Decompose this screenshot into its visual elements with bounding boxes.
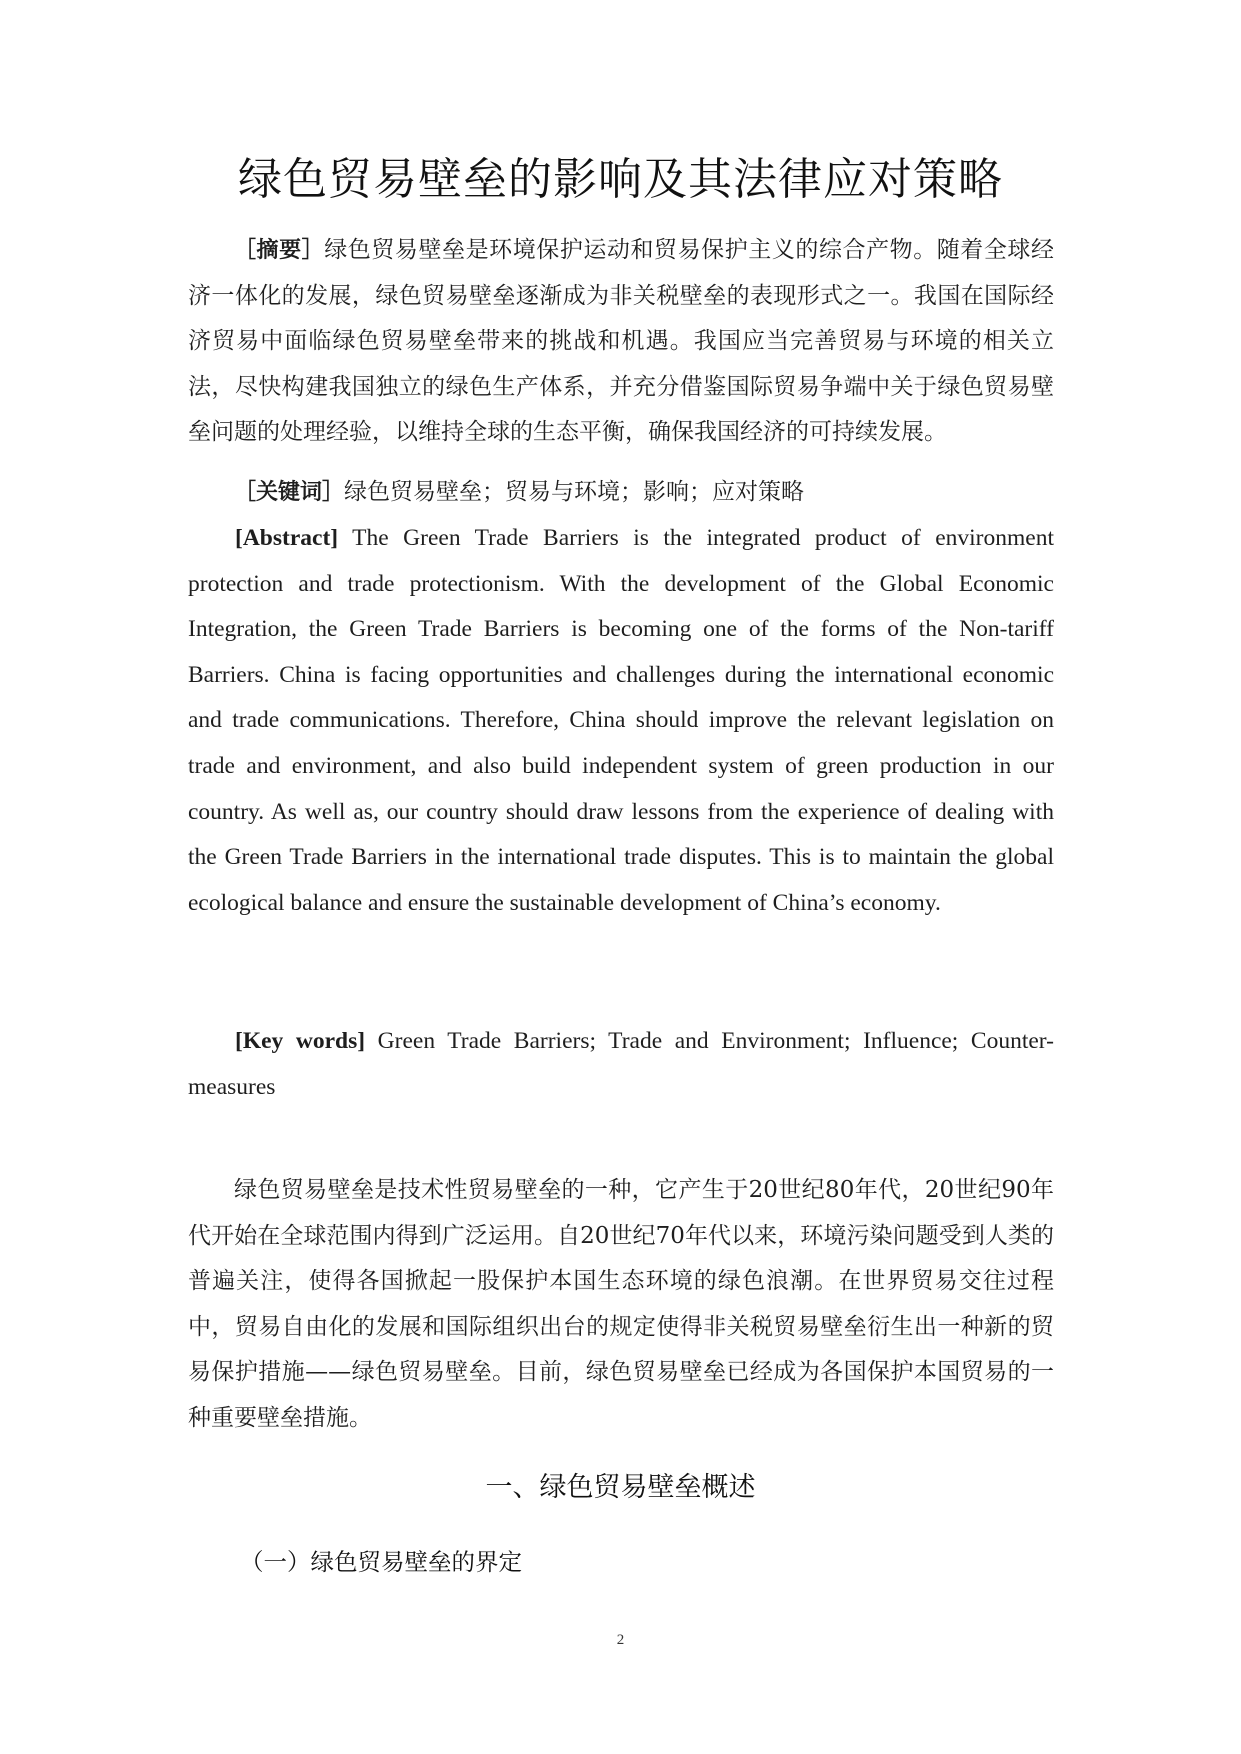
keywords-cn-text: 绿色贸易壁垒；贸易与环境；影响；应对策略: [344, 479, 805, 505]
abstract-cn-text: 绿色贸易壁垒是环境保护运动和贸易保护主义的综合产物。随着全球经济一体化的发展，绿色贸易壁垒逐渐成为非关税壁垒的表现形式之一。我国在国际经济贸易中面临绿色贸易壁垒带来的挑战和机遇。我国应当完善贸易与环境的相关立法，尽快构建我国独立的绿色生产体系，并充分借鉴国际贸易争端中关于绿色贸易壁垒问题的处理经验，以维持全球的生态平衡，确保我国经济的可持续发展。: [188, 237, 1054, 445]
abstract-cn-paragraph: [188, 228, 1054, 456]
intro-paragraph: 绿色贸易壁垒是技术性贸易壁垒的一种，它产生于20世纪80年代，20世纪90年代开始在全球范围内得到广泛运用。自20世纪70年代以来，环境污染问题受到人类的普遍关注，使得各国掀起一股保护本国生态环境的绿色浪潮。在世界贸易交往过程中，贸易自由化的发展和国际组织出台的规定使得非关税贸易壁垒衍生出一种新的贸易保护措施——绿色贸易壁垒。目前，绿色贸易壁垒已经成为各国保护本国贸易的一种重要壁垒措施。: [188, 1177, 1054, 1431]
abstract-en-paragraph: [188, 516, 1054, 926]
abstract-en-label: [Abstract]: [235, 525, 339, 551]
keywords-en-paragraph: [188, 1019, 1054, 1110]
document-title: 绿色贸易壁垒的影响及其法律应对策略: [238, 154, 1003, 205]
section-heading: 一、绿色贸易壁垒概述: [485, 1472, 756, 1503]
abstract-en-text: The Green Trade Barriers is the integrated product of environment protection and trade protectionism. With the development of the Global Economic Integration, the Green Trade Barriers is becoming one of the forms of the Non-tariff Barriers. China is facing opportunities and challenges during the international economic and trade communications. Therefore, China should improve the relevant legislation on trade and environment, and also build independent system of green production in our country. As well as, our country should draw lessons from the experience of dealing with the Green Trade Barriers in the international trade disputes. This is to maintain the global ecological balance and ensure the sustainable development of China’s economy.: [188, 525, 1054, 916]
page-number: 2: [616, 1632, 625, 1648]
keywords-cn-label: ［关键词］: [234, 480, 345, 505]
abstract-cn-label: ［摘要］: [234, 238, 325, 263]
keywords-en-label: [Key words]: [235, 1028, 366, 1054]
keywords-cn-paragraph: [188, 470, 1054, 516]
subsection-heading: （一）绿色贸易壁垒的界定: [240, 1548, 522, 1576]
keywords-en-text: Green Trade Barriers; Trade and Environment; Influence; Counter-measures: [188, 1028, 1054, 1100]
